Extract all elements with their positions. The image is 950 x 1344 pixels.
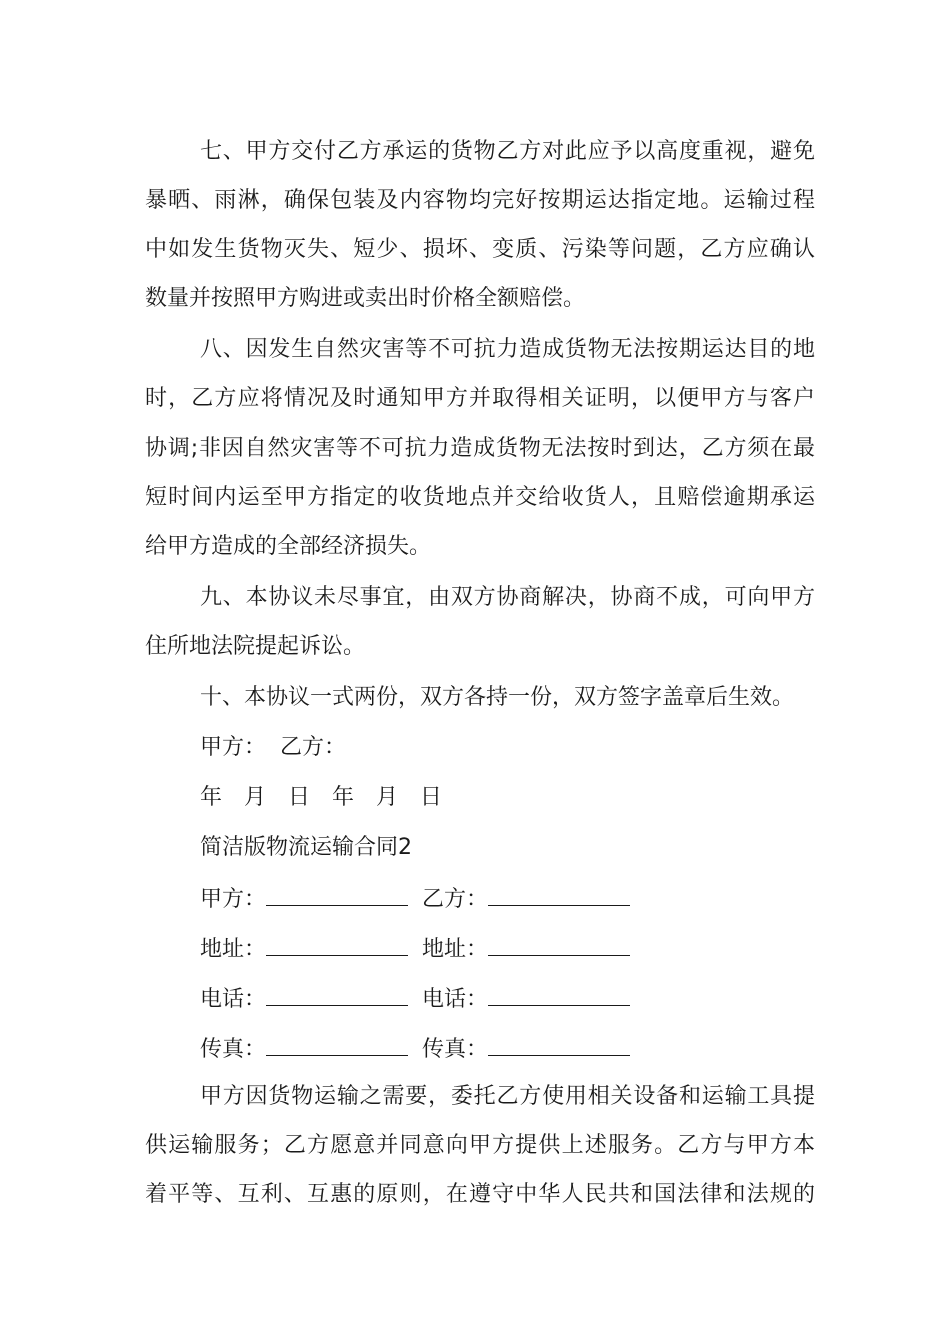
fax-b-field[interactable] xyxy=(422,1033,630,1064)
party-b-label: 乙方： xyxy=(422,887,489,912)
address-b-blank[interactable] xyxy=(488,933,630,956)
clause7-line-1: 七、甲方交付乙方承运的货物乙方对此应予以高度重视，避免 xyxy=(200,139,815,164)
phone-a-blank[interactable] xyxy=(266,983,408,1006)
phone-b-blank[interactable] xyxy=(488,983,630,1006)
clause8-line-3: 协调;非因自然灾害等不可抗力造成货物无法按时到达，乙方须在最 xyxy=(145,436,815,461)
phone-b-label: 电话： xyxy=(422,987,489,1012)
phone-a-field[interactable] xyxy=(200,983,408,1014)
clause7-line-2: 暴晒、雨淋，确保包装及内容物均完好按期运达指定地。运输过程 xyxy=(145,188,815,213)
party-a-blank[interactable] xyxy=(266,883,408,906)
fax-b-label: 传真： xyxy=(422,1037,489,1062)
clause8-line-5: 给甲方造成的全部经济损失。 xyxy=(145,534,432,559)
intro-line-1: 甲方因货物运输之需要，委托乙方使用相关设备和运输工具提 xyxy=(200,1084,815,1109)
clause7-line-4: 数量并按照甲方购进或卖出时价格全额赔偿。 xyxy=(145,286,586,311)
phone-a-label: 电话： xyxy=(200,987,267,1012)
address-b-label: 地址： xyxy=(422,937,489,962)
fax-b-blank[interactable] xyxy=(488,1033,630,1056)
clause7-line-3: 中如发生货物灭失、短少、损坏、变质、污染等问题，乙方应确认 xyxy=(145,237,815,262)
fax-a-blank[interactable] xyxy=(266,1033,408,1056)
intro-line-2: 供运输服务；乙方愿意并同意向甲方提供上述服务。乙方与甲方本 xyxy=(145,1133,815,1158)
address-b-field[interactable] xyxy=(422,933,630,964)
clause8-line-4: 短时间内运至甲方指定的收货地点并交给收货人，且赔偿逾期承运 xyxy=(145,485,815,510)
clause9-line-1: 九、本协议未尽事宜，由双方协商解决，协商不成，可向甲方 xyxy=(200,585,815,610)
clause8-line-1: 八、因发生自然灾害等不可抗力造成货物无法按期运达目的地 xyxy=(200,337,815,362)
address-a-label: 地址： xyxy=(200,937,267,962)
party-a-label: 甲方： xyxy=(200,887,267,912)
phone-b-field[interactable] xyxy=(422,983,630,1014)
party-a-field[interactable] xyxy=(200,883,408,914)
party-b-blank[interactable] xyxy=(488,883,630,906)
intro-line-3: 着平等、互利、互惠的原则，在遵守中华人民共和国法律和法规的 xyxy=(145,1182,815,1207)
signature-dates: 年 月 日 年 月 日 xyxy=(200,785,442,810)
fax-a-label: 传真： xyxy=(200,1037,267,1062)
contract2-title: 简洁版物流运输合同2 xyxy=(200,835,412,860)
signature-parties: 甲方： 乙方： xyxy=(200,735,346,760)
clause10: 十、本协议一式两份，双方各持一份，双方签字盖章后生效。 xyxy=(200,685,795,710)
party-b-field[interactable] xyxy=(422,883,630,914)
address-a-blank[interactable] xyxy=(266,933,408,956)
clause8-line-2: 时，乙方应将情况及时通知甲方并取得相关证明，以便甲方与客户 xyxy=(145,386,815,411)
fax-a-field[interactable] xyxy=(200,1033,408,1064)
clause9-line-2: 住所地法院提起诉讼。 xyxy=(145,634,366,659)
address-a-field[interactable] xyxy=(200,933,408,964)
